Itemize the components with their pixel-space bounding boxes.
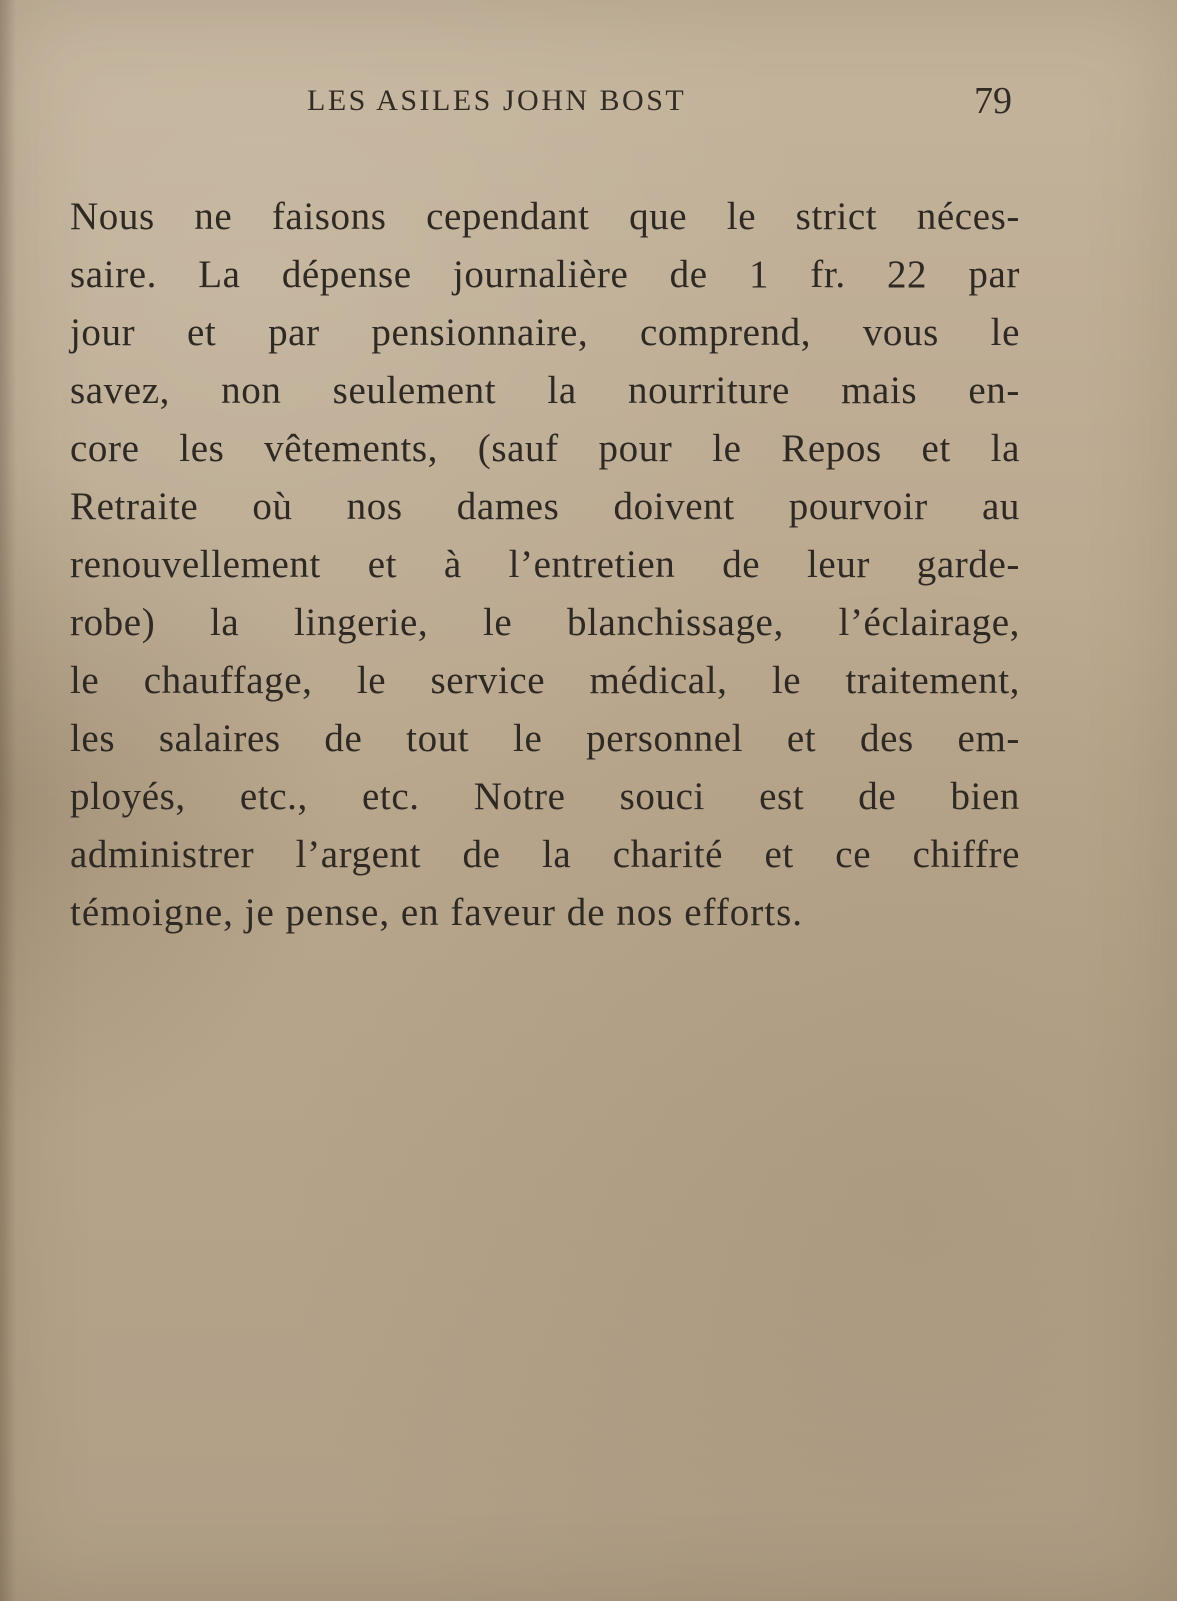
paragraph-line: Retraite où nos dames doivent pourvoir au [70,485,1020,528]
paragraph-line: core les vêtements, (sauf pour le Repos et la [70,427,1020,470]
page-number: 79 [974,80,1012,122]
body-paragraph [70,188,1020,942]
paragraph-line: les salaires de tout le personnel et des em- [70,717,1020,760]
paragraph-line: administrer l’argent de la charité et ce chiffre [70,833,1020,876]
paragraph-line: jour et par pensionnaire, comprend, vous le [70,311,1020,354]
running-head: LES ASILES JOHN BOST [307,84,687,117]
paragraph-line: Nous ne faisons cependant que le strict néces- [70,195,1020,238]
paragraph-line: le chauffage, le service médical, le traitement, [70,659,1020,702]
paragraph-line: renouvellement et à l’entretien de leur garde- [70,543,1020,586]
paragraph-line: témoigne, je pense, en faveur de nos efforts. [70,891,804,934]
paragraph-line: robe) la lingerie, le blanchissage, l’éclairage, [70,601,1020,644]
paragraph-line: saire. La dépense journalière de 1 fr. 22 par [70,253,1020,296]
paragraph-line: savez, non seulement la nourriture mais en- [70,369,1020,412]
paragraph-line: ployés, etc., etc. Notre souci est de bien [70,775,1020,818]
